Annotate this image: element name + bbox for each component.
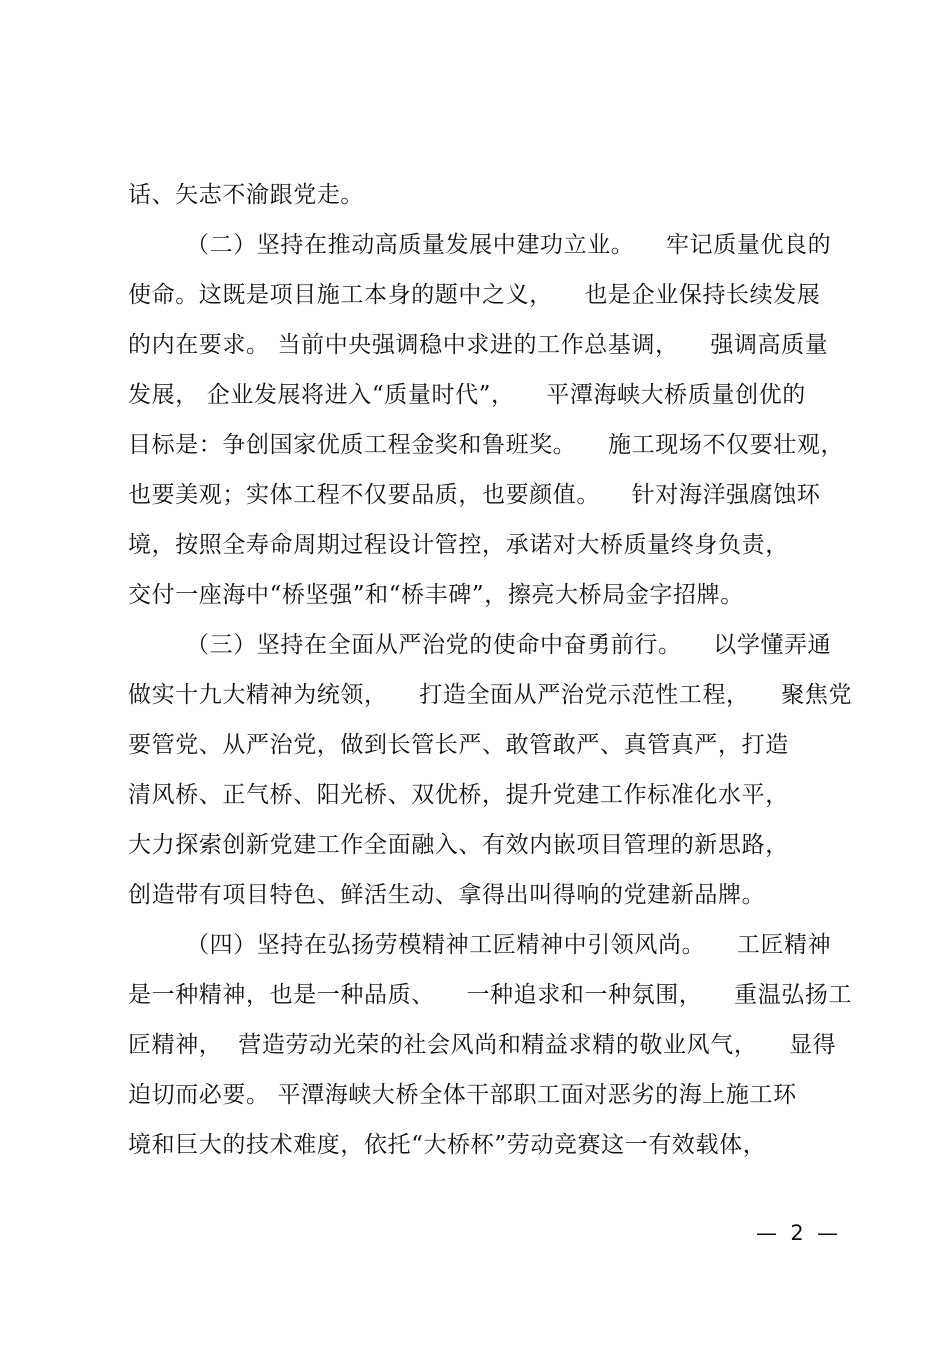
text-line-1: 话、矢志不渝跟党走。 <box>128 182 364 208</box>
text-line-10: （三）坚持在全面从严治党的使命中奋勇前行。 以学懂弄通 <box>186 632 832 658</box>
text-line-16: （四）坚持在弘扬劳模精神工匠精神中引领风尚。 工匠精神 <box>186 932 832 958</box>
text-line-19: 迫切而必要。 平潭海峡大桥全体干部职工面对恶劣的海上施工环 <box>128 1082 797 1108</box>
text-line-9: 交付一座海中“桥坚强”和“桥丰碑”，擦亮大桥局金字招牌。 <box>128 582 744 608</box>
text-line-11: 做实十九大精神为统领， 打造全面从严治党示范性工程， 聚焦党 <box>128 682 853 708</box>
page-number: — 2 — <box>756 1221 839 1245</box>
text-line-12: 要管党、从严治党，做到长管长严、敢管敢严、真管真严，打造 <box>128 732 789 758</box>
text-line-6: 目标是：争创国家优质工程金奖和鲁班奖。 施工现场不仅要壮观， <box>128 432 845 458</box>
text-line-17: 是一种精神，也是一种品质、 一种追求和一种氛围， 重温弘扬工 <box>128 982 853 1008</box>
text-line-18: 匠精神， 营造劳动光荣的社会风尚和精益求精的敬业风气， 显得 <box>128 1032 837 1058</box>
text-line-14: 大力探索创新党建工作全面融入、有效内嵌项目管理的新思路， <box>128 832 789 858</box>
text-line-8: 境，按照全寿命周期过程设计管控，承诺对大桥质量终身负责， <box>128 532 789 558</box>
text-line-7: 也要美观；实体工程不仅要品质，也要颜值。 针对海洋强腐蚀环 <box>128 482 821 508</box>
text-line-2: （二）坚持在推动高质量发展中建功立业。 牢记质量优良的 <box>186 232 832 258</box>
text-line-3: 使命。这既是项目施工本身的题中之义， 也是企业保持长续发展 <box>128 282 821 308</box>
text-line-13: 清风桥、正气桥、阳光桥、双优桥，提升党建工作标准化水平， <box>128 782 789 808</box>
text-line-20: 境和巨大的技术难度，依托“大桥杯”劳动竞赛这一有效载体， <box>128 1132 767 1158</box>
text-line-15: 创造带有项目特色、鲜活生动、拿得出叫得响的党建新品牌。 <box>128 882 766 908</box>
text-line-4: 的内在要求。 当前中央强调稳中求进的工作总基调， 强调高质量 <box>128 332 829 358</box>
text-line-5: 发展， 企业发展将进入“质量时代”， 平潭海峡大桥质量创优的 <box>128 382 806 408</box>
